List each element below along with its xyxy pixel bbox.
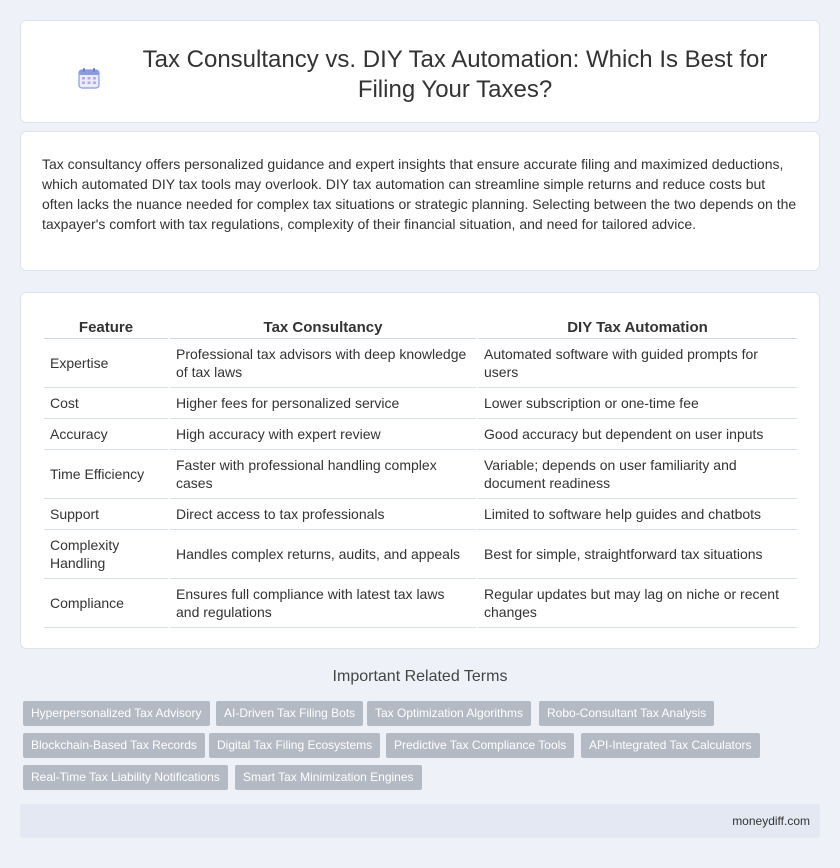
row-diy: Regular updates but may lag on niche or recent changes: [478, 579, 797, 628]
row-consultancy: Professional tax advisors with deep knowledge of tax laws: [170, 339, 476, 388]
row-consultancy: Handles complex returns, audits, and appeals: [170, 530, 476, 579]
row-feature: Expertise: [44, 339, 168, 388]
table-row: [44, 388, 797, 419]
table-row: [44, 419, 797, 450]
row-diy: Automated software with guided prompts for users: [478, 339, 797, 388]
row-feature: Complexity Handling: [44, 530, 168, 579]
table-row: [44, 499, 797, 530]
related-term-tag[interactable]: Real-Time Tax Liability Notifications: [23, 765, 228, 790]
row-consultancy: Faster with professional handling complex cases: [170, 450, 476, 499]
related-term-tag[interactable]: Tax Optimization Algorithms: [367, 701, 531, 726]
row-diy: Good accuracy but dependent on user inputs: [478, 419, 797, 450]
related-term-tag[interactable]: API-Integrated Tax Calculators: [581, 733, 760, 758]
table-row: [44, 339, 797, 388]
table-header-row: [44, 313, 797, 339]
related-term-tag[interactable]: Digital Tax Filing Ecosystems: [209, 733, 380, 758]
related-term-tag[interactable]: Hyperpersonalized Tax Advisory: [23, 701, 210, 726]
related-term-tag[interactable]: AI-Driven Tax Filing Bots: [216, 701, 363, 726]
row-consultancy: Ensures full compliance with latest tax laws and regulations: [170, 579, 476, 628]
page-title: Tax Consultancy vs. DIY Tax Automation: Which Is Best for Filing Your Taxes?: [142, 46, 768, 103]
table-row: [44, 530, 797, 579]
comparison-table: [42, 313, 799, 628]
related-term-tag[interactable]: Blockchain-Based Tax Records: [23, 733, 205, 758]
row-diy: Limited to software help guides and chatbots: [478, 499, 797, 530]
comparison-card: [20, 292, 820, 649]
footer: [20, 804, 820, 838]
header-feature: Feature: [44, 313, 168, 339]
row-diy: Best for simple, straightforward tax situations: [478, 530, 797, 579]
intro-card: [20, 131, 820, 271]
related-term-tag[interactable]: Smart Tax Minimization Engines: [235, 765, 422, 790]
row-diy: Variable; depends on user familiarity and document readiness: [478, 450, 797, 499]
intro-text: Tax consultancy offers personalized guidance and expert insights that ensure accurate filing and maximized deductions, which automated DIY tax tools may overlook. DIY tax automation can streamline simple returns and reduce costs but often lacks the nuance needed for complex tax situations or strategic planning. Selecting between the two depends on the taxpayer's comfort with tax regulations, complexity of their financial situation, and need for tailored advice.: [42, 156, 797, 232]
row-diy: Lower subscription or one-time fee: [478, 388, 797, 419]
related-terms-title: Important Related Terms: [332, 668, 508, 685]
row-consultancy: High accuracy with expert review: [170, 419, 476, 450]
row-feature: Time Efficiency: [44, 450, 168, 499]
row-consultancy: Higher fees for personalized service: [170, 388, 476, 419]
calendar-icon: [77, 66, 101, 90]
header-diy-automation: DIY Tax Automation: [478, 313, 797, 339]
row-feature: Compliance: [44, 579, 168, 628]
table-row: [44, 450, 797, 499]
row-feature: Support: [44, 499, 168, 530]
row-feature: Accuracy: [44, 419, 168, 450]
row-consultancy: Direct access to tax professionals: [170, 499, 476, 530]
related-term-tag[interactable]: Predictive Tax Compliance Tools: [386, 733, 574, 758]
row-feature: Cost: [44, 388, 168, 419]
header-tax-consultancy: Tax Consultancy: [170, 313, 476, 339]
title-card: [20, 20, 820, 123]
table-row: [44, 579, 797, 628]
related-term-tag[interactable]: Robo-Consultant Tax Analysis: [539, 701, 714, 726]
footer-site-link[interactable]: moneydiff.com: [732, 814, 810, 828]
